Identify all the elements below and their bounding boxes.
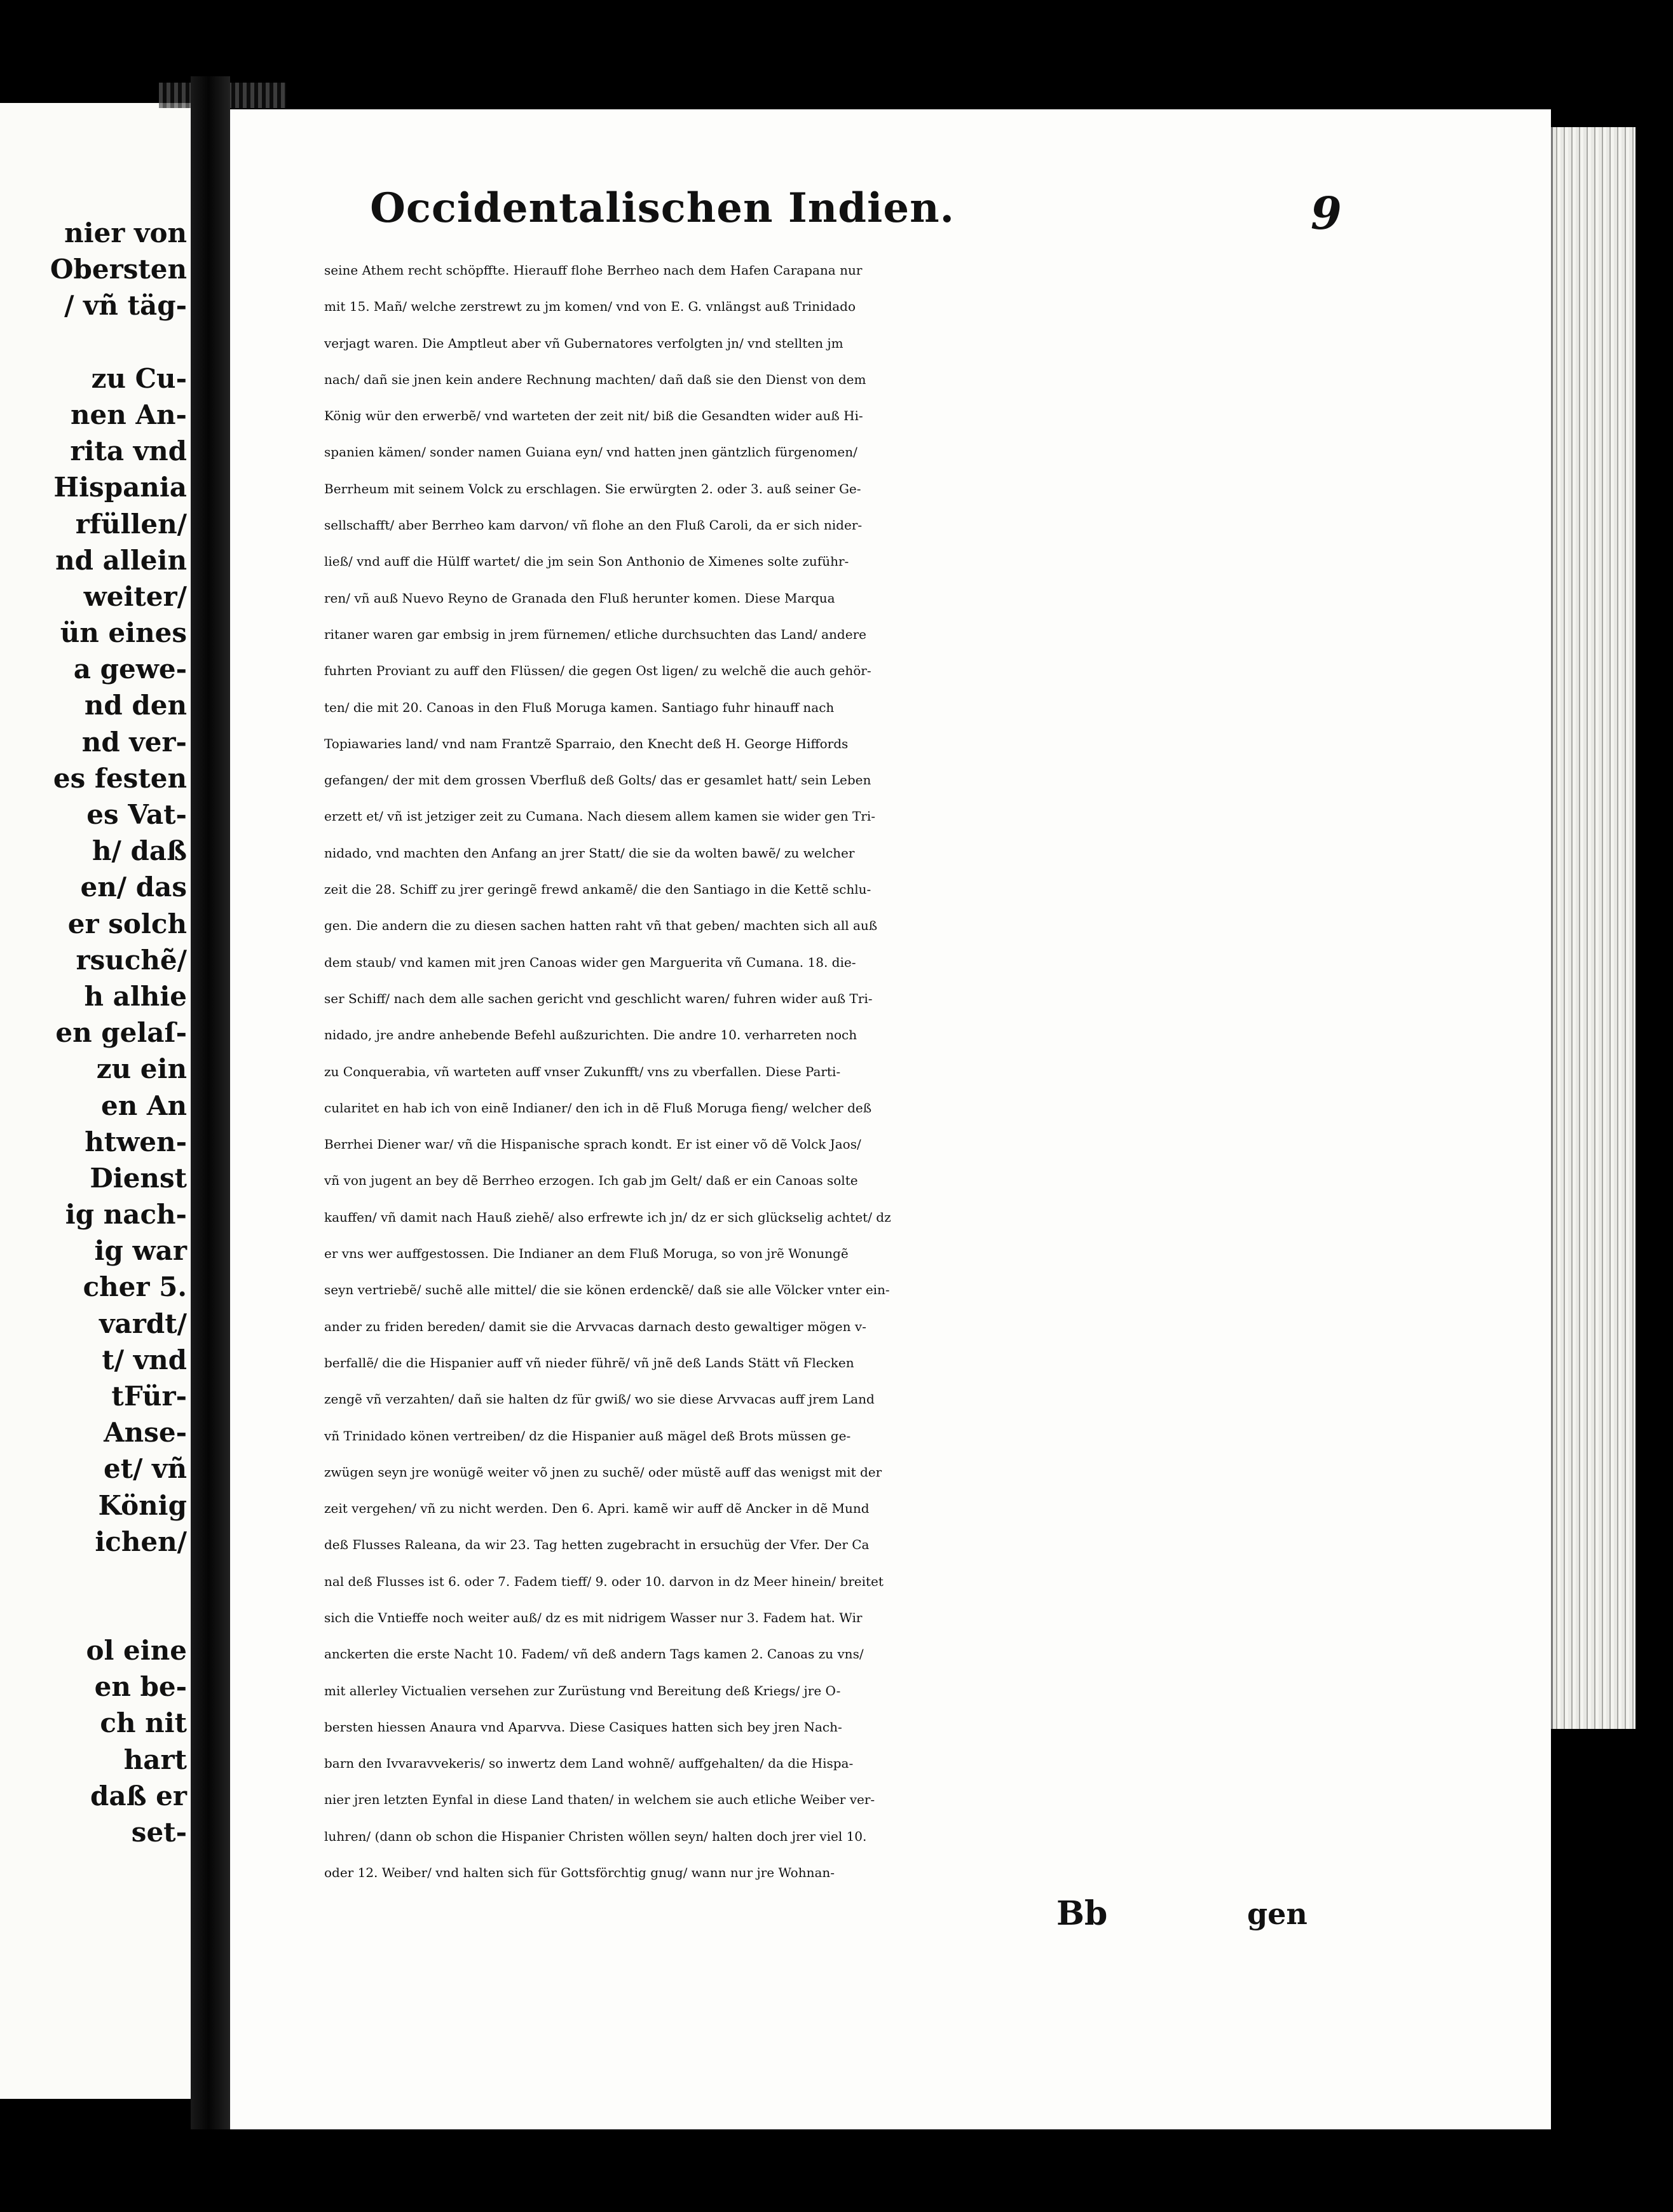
text-line: sich die Vntieffe noch weiter auß/ dz es mit nidrigem Wasser nur 3. Fadem hat. Wir (324, 1609, 863, 1625)
left-page-line-fragment: Obersten (50, 254, 187, 285)
left-page-line-fragment: en/ das (80, 871, 187, 903)
text-line: bersten hiessen Anaura vnd Aparvva. Diese Casiques hatten sich bey jren Nach- (324, 1719, 842, 1735)
left-page-line-fragment: a gewe- (73, 653, 187, 685)
text-line: ten/ die mit 20. Canoas in den Fluß Moruga kamen. Santiago fuhr hinauff nach (324, 699, 835, 715)
text-line: verjagt waren. Die Amptleut aber vñ Gubernatores verfolgten jn/ vnd stellten jm (324, 335, 843, 351)
text-line: Topiawaries land/ vnd nam Frantzẽ Sparraio, den Knecht deß H. George Hiffords (324, 735, 849, 751)
text-line: ließ/ vnd auff die Hülff wartet/ die jm sein Son Anthonio de Ximenes solte zuführ- (324, 554, 849, 570)
text-line: zu Conquerabia, vñ warteten auff vnser Zukunfft/ vns zu vberfallen. Diese Parti- (324, 1063, 841, 1079)
text-line: erzett et/ vñ ist jetziger zeit zu Cumana. Nach diesem allem kamen sie wider gen Tri- (324, 809, 875, 824)
left-page-line-fragment: rsuchẽ/ (76, 944, 187, 976)
text-line: ander zu friden bereden/ damit sie die Arvvacas darnach desto gewaltiger mögen v- (324, 1318, 866, 1334)
book-gutter (191, 76, 230, 2129)
signature-mark: Bb (1056, 1894, 1108, 1933)
left-page-line-fragment: hart (123, 1744, 187, 1775)
text-line: seyn vertriebẽ/ suchẽ alle mittel/ die sie könen erdenckẽ/ daß sie alle Völcker vnter ein- (324, 1282, 890, 1298)
left-page-line-fragment: ig nach- (65, 1199, 187, 1231)
text-line: anckerten die erste Nacht 10. Fadem/ vñ deß andern Tags kamen 2. Canoas zu vns/ (324, 1646, 864, 1662)
left-page-line-fragment: nd allein (55, 544, 187, 576)
text-line: mit allerley Victualien versehen zur Zurüstung vnd Bereitung deß Kriegs/ jre O- (324, 1683, 841, 1698)
left-page-line-fragment: ol eine (86, 1634, 187, 1666)
text-line: kauffen/ vñ damit nach Hauß ziehẽ/ also erfrewte ich jn/ dz er sich glückselig achtet/ dz (324, 1209, 891, 1225)
left-page-line-fragment: zu Cu- (91, 362, 187, 394)
text-line: gen. Die andern die zu diesen sachen hatten raht vñ that geben/ machten sich all auß (324, 918, 878, 934)
left-page-line-fragment: en gelaſ- (55, 1017, 187, 1049)
text-line: nidado, vnd machten den Anfang an jrer Statt/ die sie da wolten bawẽ/ zu welcher (324, 845, 855, 861)
text-line: ritaner waren gar embsig in jrem fürnemen/ etliche durchsuchten das Land/ andere (324, 626, 866, 642)
left-page-line-fragment: rita vnd (70, 435, 187, 467)
left-page-line-fragment: set- (131, 1816, 187, 1848)
left-page-line-fragment: cher 5. (83, 1271, 187, 1303)
running-head: Occidentalischen Indien. (370, 184, 955, 232)
text-line: oder 12. Weiber/ vnd halten sich für Gottsförchtig gnug/ wann nur jre Wohnan- (324, 1865, 835, 1881)
text-line: König wür den erwerbẽ/ vnd warteten der zeit nit/ biß die Gesandten wider auß Hi- (324, 408, 863, 424)
left-page-gap (50, 1560, 187, 1632)
text-line: sellschafft/ aber Berrheo kam darvon/ vñ flohe an den Fluß Caroli, da er sich nider- (324, 517, 863, 533)
stacked-page-edges (1551, 127, 1635, 1729)
text-line: fuhrten Proviant zu auff den Flüssen/ die gegen Ost ligen/ zu welchẽ die auch gehör- (324, 663, 871, 679)
left-page-line-fragment: ig war (94, 1235, 187, 1267)
text-line: vñ von jugent an bey dẽ Berrheo erzogen. Ich gab jm Gelt/ daß er ein Canoas solte (324, 1173, 858, 1189)
left-page-line-fragment: ichen/ (95, 1526, 187, 1557)
left-page-line-fragment: / vñ täg- (64, 290, 187, 322)
text-line: zeit vergehen/ vñ zu nicht werden. Den 6. Apri. kamẽ wir auff dẽ Ancker in dẽ Mund (324, 1501, 870, 1517)
left-page-line-fragment: daß er (90, 1780, 187, 1812)
left-page-line-fragment: es Vat- (86, 799, 187, 830)
text-line: ser Schiff/ nach dem alle sachen gericht vnd geschlicht waren/ fuhren wider auß Tri- (324, 990, 873, 1006)
left-facing-page (0, 103, 191, 2099)
text-line: barn den Ivvaravvekeris/ so inwertz dem Land wohnẽ/ auffgehalten/ da die Hispa- (324, 1756, 854, 1772)
left-page-line-fragment: h alhie (84, 980, 187, 1012)
text-line: deß Flusses Raleana, da wir 23. Tag hetten zugebracht in ersuchüg der Vfer. Der Ca (324, 1537, 870, 1553)
text-line: nach/ dañ sie jnen kein andere Rechnung machten/ dañ daß sie den Dienst von dem (324, 371, 866, 387)
left-page-line-fragment: weiter/ (83, 580, 187, 612)
page-body-text (324, 252, 1551, 1891)
text-line: vñ Trinidado könen vertreiben/ dz die Hispanier auß mägel deß Brots müssen ge- (324, 1428, 851, 1444)
left-page-line-fragment: t/ vnd (102, 1344, 187, 1376)
left-page-line-fragment: Hispania (53, 472, 187, 503)
text-line: seine Athem recht schöpffte. Hierauff flohe Berrheo nach dem Hafen Carapana nur (324, 263, 863, 278)
left-page-line-fragment: nd den (84, 690, 187, 721)
text-line: dem staub/ vnd kamen mit jren Canoas wider gen Marguerita vñ Cumana. 18. die- (324, 954, 856, 970)
text-line: ren/ vñ auß Nuevo Reyno de Granada den Fluß herunter komen. Diese Marqua (324, 590, 835, 606)
text-line: Berrheum mit seinem Volck zu erschlagen. Sie erwürgten 2. oder 3. auß seiner Ge- (324, 481, 861, 496)
left-page-line-fragment: tFür- (111, 1381, 187, 1412)
left-page-line-fragment: htwen- (85, 1126, 187, 1157)
text-line: cularitet en hab ich von einẽ Indianer/ den ich in dẽ Fluß Moruga fieng/ welcher deß (324, 1100, 872, 1116)
left-page-line-fragment (50, 324, 187, 360)
left-page-line-fragment: en be- (94, 1671, 187, 1703)
left-page-line-fragment: h/ daß (92, 835, 187, 867)
text-line: nier jren letzten Eynfal in diese Land thaten/ in welchem sie auch etliche Weiber ver- (324, 1792, 875, 1808)
text-line: nal deß Flusses ist 6. oder 7. Fadem tieff/ 9. oder 10. darvon in dz Meer hinein/ breitet (324, 1573, 884, 1589)
left-page-line-fragment: et/ vñ (103, 1453, 187, 1485)
left-page-line-fragment: rfüllen/ (75, 508, 187, 540)
text-line: Berrhei Diener war/ vñ die Hispanische sprach kondt. Er ist einer võ dẽ Volck Jaos/ (324, 1137, 861, 1152)
page-number: 9 (1311, 187, 1342, 240)
left-page-line-fragment: vardt/ (99, 1307, 187, 1339)
left-page-line-fragment: nen An- (71, 399, 187, 430)
left-page-line-fragment: ün eines (60, 617, 187, 649)
catchword: gen (1247, 1897, 1308, 1931)
left-page-line-fragment: nier von (64, 217, 187, 249)
text-line: zwügen seyn jre wonügẽ weiter võ jnen zu suchẽ/ oder müstẽ auff das wenigst mit der (324, 1464, 882, 1480)
text-line: luhren/ (dann ob schon die Hispanier Christen wöllen seyn/ halten doch jrer viel 10. (324, 1828, 867, 1844)
text-line: gefangen/ der mit dem grossen Vberfluß deß Golts/ das er gesamlet hatt/ sein Leben (324, 772, 871, 788)
left-page-text-fragments (50, 215, 187, 1850)
text-line: mit 15. Mañ/ welche zerstrewt zu jm komen/ vnd von E. G. vnlängst auß Trinidado (324, 299, 856, 315)
right-page (230, 109, 1551, 2129)
left-page-line-fragment: Dienst (90, 1162, 187, 1194)
left-page-line-fragment: zu ein (96, 1053, 187, 1085)
text-line: spanien kämen/ sonder namen Guiana eyn/ vnd hatten jnen gäntzlich fürgenomen/ (324, 444, 857, 460)
left-page-line-fragment: er solch (67, 908, 187, 939)
text-line: berfallẽ/ die die Hispanier auff vñ nieder führẽ/ vñ jnẽ deß Lands Stätt vñ Flecken (324, 1355, 854, 1370)
left-page-line-fragment: König (98, 1489, 187, 1521)
left-page-line-fragment: ch nit (100, 1707, 187, 1739)
text-line: er vns wer auffgestossen. Die Indianer an dem Fluß Moruga, so von jrẽ Wonungẽ (324, 1246, 849, 1262)
text-line: nidado, jre andre anhebende Befehl außzurichten. Die andre 10. verharreten noch (324, 1027, 857, 1043)
text-line: zeit die 28. Schiff zu jrer geringẽ frewd ankamẽ/ die den Santiago in die Kettẽ schlu- (324, 882, 871, 898)
left-page-line-fragment: nd ver- (81, 726, 187, 758)
left-page-line-fragment: Anse- (104, 1417, 187, 1449)
text-line: zengẽ vñ verzahten/ dañ sie halten dz für gwiß/ wo sie diese Arvvacas auff jrem Land (324, 1391, 875, 1407)
left-page-line-fragment: en An (100, 1089, 187, 1121)
left-page-line-fragment: es festen (53, 762, 187, 794)
